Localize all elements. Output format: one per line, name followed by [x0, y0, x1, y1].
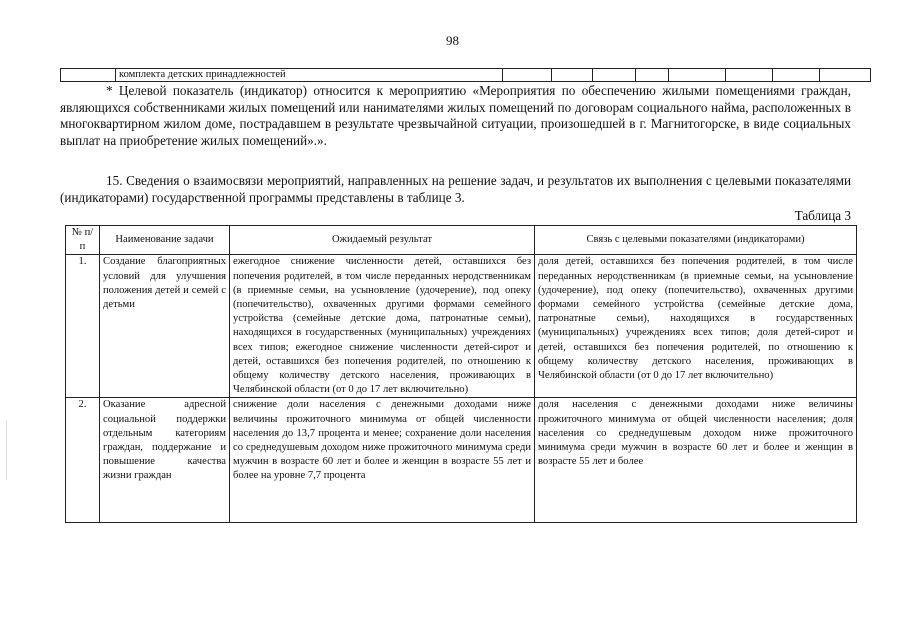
header-result: Ожидаемый результат: [230, 226, 535, 255]
table-cell: [820, 69, 871, 82]
table-cell-text: комплекта детских принадлежностей: [116, 69, 503, 82]
table-cell: [61, 69, 116, 82]
table-cell: [552, 69, 593, 82]
header-link: Связь с целевыми показателями (индикаторами): [535, 226, 857, 255]
section-15-paragraph: 15. Сведения о взаимосвязи мероприятий, направленных на решение задач, и результатов их выполнения с целевыми показателями (индикаторами) государственной программы представлены в таблице 3.: [60, 173, 851, 205]
row-task: Создание благоприятных условий для улучшения положения детей и семей с детьми: [100, 255, 230, 398]
row-task: Оказание адресной социальной поддержки отдельным категориям граждан, поддержание и повышение качества жизни граждан: [100, 398, 230, 523]
header-task: Наименование задачи: [100, 226, 230, 255]
table-3: [65, 225, 857, 523]
page-number: 98: [446, 33, 459, 48]
row-num: 1.: [66, 255, 100, 398]
table-row: [66, 255, 857, 398]
table-cell: [636, 69, 669, 82]
row-link: доля детей, оставшихся без попечения родителей, в том числе переданных неродственникам (в приемные семьи, на усыновление (удочерение), под опеку (попечительство), охваченных другими формами семейного устройства (семейные детские дома, патронатные семьи), находящихся в государственных (муниципальных) учреждениях всех типов; доля детей-сирот и детей, оставшихся без попечения родителей, по отношению к общему количеству детского населения, проживающих в Челябинской области (от 0 до 17 лет включительно): [535, 255, 857, 398]
row-num: 2.: [66, 398, 100, 523]
footnote: * Целевой показатель (индикатор) относится к мероприятию «Мероприятия по обеспечению жилыми помещениями граждан, являющихся собственниками жилых помещений или нанимателями жилых помещений по договорам социального найма, расположенных в многоквартирном жилом доме, пострадавшем в результате чрезвычайной ситуации, произошедшей в г. Магнитогорске, в виде социальных выплат на приобретение жилых помещений».».: [60, 83, 851, 149]
table-row: [66, 398, 857, 523]
table-cell: [773, 69, 820, 82]
row-result: ежегодное снижение численности детей, оставшихся без попечения родителей, в том числе переданных неродственникам (в приемные семьи, на усыновление (удочерение), под опеку (попечительство), охваченных другими формами семейного устройства (семейные детские дома, патронатные семьи), находящихся в государственных (муниципальных) учреждениях всех типов; ежегодное снижение численности детей-сирот и детей, оставшихся без попечения родителей, по отношению к общему количеству детского населения, проживающих в Челябинской области (от 0 до 17 лет включительно): [230, 255, 535, 398]
table-header-row: [66, 226, 857, 255]
row-link: доля населения с денежными доходами ниже величины прожиточного минимума от общей численности населения; доля населения со среднедушевым доходом ниже прожиточного минимума среди мужчин в возрасте 60 лет и более и женщин в возрасте 55 лет и более: [535, 398, 857, 523]
table-cell: [669, 69, 726, 82]
row-result: снижение доли населения с денежными доходами ниже величины прожиточного минимума от общей численности населения до 13,7 процента и менее; сохранение доли населения со среднедушевым доходом ниже прожиточного минимума среди мужчин в возрасте 60 лет и более и женщин в возрасте 55 лет и более на уровне 7,7 процента: [230, 398, 535, 523]
table-cell: [726, 69, 773, 82]
table-caption: Таблица 3: [794, 208, 851, 223]
table-cell: [503, 69, 552, 82]
previous-table-fragment: [60, 68, 871, 82]
table-cell: [593, 69, 636, 82]
scan-margin-mark: [6, 420, 7, 480]
header-num: № п/п: [66, 226, 100, 255]
